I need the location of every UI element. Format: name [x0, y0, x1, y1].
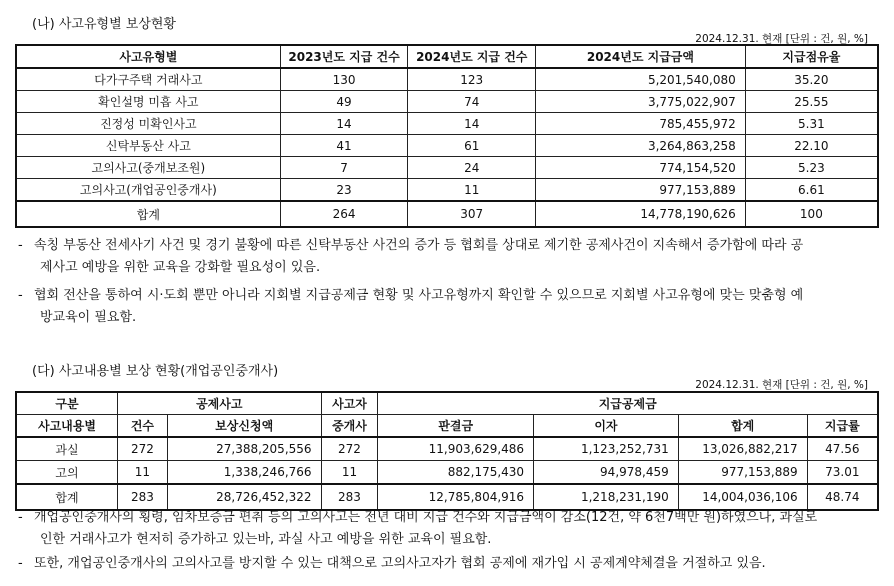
- col-header-2024-count: 2024년도 지급 건수: [408, 45, 536, 68]
- col-header-accident: 공제사고: [117, 392, 321, 415]
- cell-total-label: 합계: [16, 484, 117, 510]
- note-item: [18, 507, 886, 529]
- note-line: 협회 전산을 통하여 시·도회 뿐만 아니라 지회별 지급공제금 현황 및 사고유형까지 확인할 수 있으므로 지회별 사고유형에 맞는 맞춤형 예: [34, 288, 804, 303]
- cell-type: 다가구주택 거래사고: [16, 68, 280, 91]
- cell-type: 진정성 미확인사고: [16, 113, 280, 135]
- cell-content: 고의: [16, 461, 117, 485]
- col-header-interest: 이자: [534, 415, 679, 438]
- cell-sum: 977,153,889: [678, 461, 807, 485]
- cell-share: 25.55: [745, 91, 878, 113]
- col-header-claim-amount: 보상신청액: [167, 415, 321, 438]
- cell-total-broker: 283: [321, 484, 378, 510]
- col-header-sum: 합계: [678, 415, 807, 438]
- table-row: [16, 157, 878, 179]
- cell-judgment: 11,903,629,486: [378, 437, 534, 461]
- cell-2024-count: 123: [408, 68, 536, 91]
- cell-2024-amount: 977,153,889: [536, 179, 746, 202]
- bullet: -: [18, 288, 23, 303]
- cell-broker: 272: [321, 437, 378, 461]
- col-header-type: 사고유형별: [16, 45, 280, 68]
- section-da-unit-note: 2024.12.31. 현재 [단위 : 건, 원, %]: [695, 379, 868, 391]
- col-header-division: 구분: [16, 392, 117, 415]
- cell-total-2024-amount: 14,778,190,626: [536, 201, 746, 227]
- cell-2023-count: 7: [280, 157, 408, 179]
- col-header-share: 지급점유율: [745, 45, 878, 68]
- col-header-2024-amount: 2024년도 지급금액: [536, 45, 746, 68]
- cell-2023-count: 49: [280, 91, 408, 113]
- note-item: [18, 285, 886, 307]
- cell-share: 6.61: [745, 179, 878, 202]
- cell-2024-amount: 785,455,972: [536, 113, 746, 135]
- cell-interest: 94,978,459: [534, 461, 679, 485]
- cell-total-payout-rate: 48.74: [807, 484, 878, 510]
- table-row: [16, 113, 878, 135]
- cell-total-2024-count: 307: [408, 201, 536, 227]
- cell-2024-count: 14: [408, 113, 536, 135]
- col-header-payout-rate: 지급률: [807, 415, 878, 438]
- note-line-cont: 제사고 예방을 위한 교육을 강화할 필요성이 있음.: [40, 260, 321, 275]
- cell-total-count: 283: [117, 484, 167, 510]
- cell-2023-count: 14: [280, 113, 408, 135]
- col-header-broker: 중개사: [321, 415, 378, 438]
- cell-total-label: 합계: [16, 201, 280, 227]
- cell-type: 신탁부동산 사고: [16, 135, 280, 157]
- cell-2024-amount: 774,154,520: [536, 157, 746, 179]
- cell-share: 22.10: [745, 135, 878, 157]
- section-na-unit-note: 2024.12.31. 현재 [단위 : 건, 원, %]: [695, 33, 868, 45]
- note-item: [18, 553, 886, 575]
- table-row: [16, 461, 878, 485]
- cell-type: 고의사고(중개보조원): [16, 157, 280, 179]
- cell-total-share: 100: [745, 201, 878, 227]
- section-da-notes: [18, 507, 886, 575]
- table-claims-by-content: [15, 391, 879, 511]
- cell-payout-rate: 47.56: [807, 437, 878, 461]
- cell-interest: 1,123,252,731: [534, 437, 679, 461]
- col-header-count: 건수: [117, 415, 167, 438]
- cell-total-2023-count: 264: [280, 201, 408, 227]
- cell-2024-amount: 3,775,022,907: [536, 91, 746, 113]
- table-claims-by-type: [15, 44, 879, 228]
- table-row: [16, 68, 878, 91]
- note-item: [18, 235, 886, 257]
- table-row: [16, 179, 878, 202]
- col-header-payout: 지급공제금: [378, 392, 878, 415]
- cell-2024-count: 74: [408, 91, 536, 113]
- cell-2024-amount: 3,264,863,258: [536, 135, 746, 157]
- note-line: 또한, 개업공인중개사의 고의사고를 방지할 수 있는 대책으로 고의사고자가 협회 공제에 재가입 시 공제계약체결을 거절하고 있음.: [34, 556, 766, 571]
- section-na-notes: [18, 235, 886, 329]
- cell-broker: 11: [321, 461, 378, 485]
- cell-total-interest: 1,218,231,190: [534, 484, 679, 510]
- cell-content: 과실: [16, 437, 117, 461]
- cell-2023-count: 130: [280, 68, 408, 91]
- table-total-row: [16, 201, 878, 227]
- col-header-accused: 사고자: [321, 392, 378, 415]
- col-header-content: 사고내용별: [16, 415, 117, 438]
- cell-share: 5.23: [745, 157, 878, 179]
- note-line-cont: 방교육이 필요함.: [40, 310, 137, 325]
- cell-claim-amount: 27,388,205,556: [167, 437, 321, 461]
- cell-total-judgment: 12,785,804,916: [378, 484, 534, 510]
- cell-share: 5.31: [745, 113, 878, 135]
- col-header-judgment: 판결금: [378, 415, 534, 438]
- cell-total-claim-amount: 28,726,452,322: [167, 484, 321, 510]
- cell-type: 확인설명 미흡 사고: [16, 91, 280, 113]
- table-header-row: [16, 45, 878, 68]
- cell-2023-count: 41: [280, 135, 408, 157]
- cell-2023-count: 23: [280, 179, 408, 202]
- table-row: [16, 91, 878, 113]
- cell-2024-amount: 5,201,540,080: [536, 68, 746, 91]
- section-da-title: (다) 사고내용별 보상 현황(개업공인중개사): [32, 364, 279, 379]
- note-line: 속칭 부동산 전세사기 사건 및 경기 불황에 따른 신탁부동산 사건의 증가 등 협회를 상대로 제기한 공제사건이 지속해서 증가함에 따라 공: [34, 238, 804, 253]
- table-row: [16, 437, 878, 461]
- bullet: -: [18, 238, 23, 253]
- cell-count: 272: [117, 437, 167, 461]
- cell-total-sum: 14,004,036,106: [678, 484, 807, 510]
- note-line: 개업공인중개사의 횡령, 임차보증금 편취 등의 고의사고는 전년 대비 지급 건수와 지급금액이 감소(12건, 약 6천7백만 원)하였으나, 과실로: [34, 510, 818, 525]
- cell-type: 고의사고(개업공인중개사): [16, 179, 280, 202]
- cell-2024-count: 11: [408, 179, 536, 202]
- cell-2024-count: 61: [408, 135, 536, 157]
- cell-count: 11: [117, 461, 167, 485]
- bullet: -: [18, 510, 23, 525]
- cell-2024-count: 24: [408, 157, 536, 179]
- cell-share: 35.20: [745, 68, 878, 91]
- cell-claim-amount: 1,338,246,766: [167, 461, 321, 485]
- cell-payout-rate: 73.01: [807, 461, 878, 485]
- table-header-row-top: [16, 392, 878, 415]
- section-na-title: (나) 사고유형별 보상현황: [32, 17, 176, 32]
- bullet: -: [18, 556, 23, 571]
- note-line-cont: 인한 거래사고가 현저히 증가하고 있는바, 과실 사고 예방을 위한 교육이 필요함.: [40, 532, 492, 547]
- cell-sum: 13,026,882,217: [678, 437, 807, 461]
- table-header-row-sub: [16, 415, 878, 438]
- cell-judgment: 882,175,430: [378, 461, 534, 485]
- col-header-2023-count: 2023년도 지급 건수: [280, 45, 408, 68]
- table-row: [16, 135, 878, 157]
